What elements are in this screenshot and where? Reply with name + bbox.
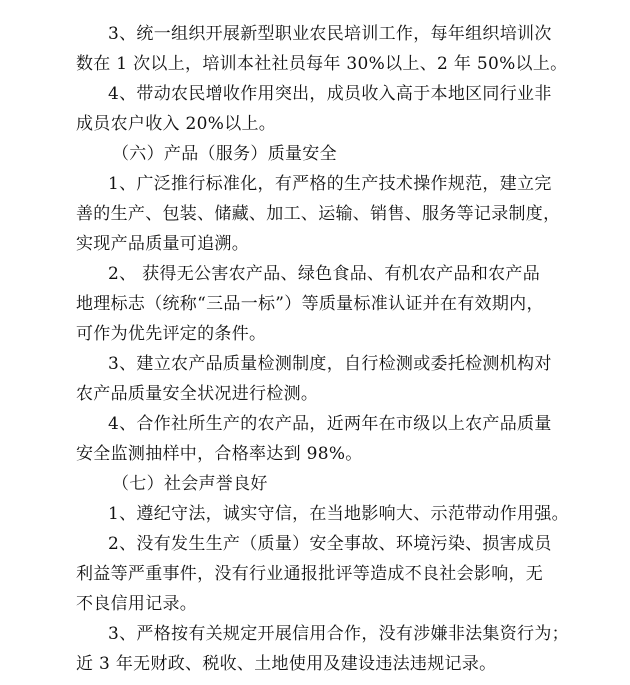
paragraph-line: 成员农户收入 20%以上。 [76, 114, 277, 134]
paragraph-line: 利益等严重事件，没有行业通报批评等造成不良社会影响，无 [76, 564, 544, 584]
paragraph-line: 3、统一组织开展新型职业农民培训工作，每年组织培训次 [108, 24, 552, 44]
paragraph-line: 3、严格按有关规定开展信用合作，没有涉嫌非法集资行为； [108, 624, 569, 644]
paragraph-line: 3、建立农产品质量检测制度，自行检测或委托检测机构对 [108, 354, 552, 374]
paragraph-line: 地理标志（统称“三品一标”）等质量标准认证并在有效期内， [76, 294, 544, 314]
paragraph-line: 4、合作社所生产的农产品，近两年在市级以上农产品质量 [108, 414, 552, 434]
paragraph-line: 2、没有发生生产（质量）安全事故、环境污染、损害成员 [108, 534, 552, 554]
paragraph-line: 可作为优先评定的条件。 [76, 324, 267, 344]
paragraph-line: 1、广泛推行标准化，有严格的生产技术操作规范，建立完 [108, 174, 552, 194]
paragraph-line: 善的生产、包装、储藏、加工、运输、销售、服务等记录制度， [76, 204, 561, 224]
section-heading: （七）社会声誉良好 [112, 474, 268, 494]
paragraph-line: 农产品质量安全状况进行检测。 [76, 384, 319, 404]
paragraph-line: 安全监测抽样中，合格率达到 98%。 [76, 444, 363, 464]
paragraph-line: 1、遵纪守法，诚实守信，在当地影响大、示范带动作用强。 [108, 504, 569, 524]
paragraph-line: 数在 1 次以上，培训本社社员每年 30%以上、2 年 50%以上。 [76, 54, 568, 74]
section-heading: （六）产品（服务）质量安全 [112, 144, 337, 164]
paragraph-line: 4、带动农民增收作用突出，成员收入高于本地区同行业非 [108, 84, 552, 104]
paragraph-line: 近 3 年无财政、税收、土地使用及建设违法违规记录。 [76, 654, 497, 674]
paragraph-line: 2、 获得无公害农产品、绿色食品、有机农产品和农产品 [108, 264, 541, 284]
paragraph-line: 不良信用记录。 [76, 594, 198, 614]
paragraph-line: 实现产品质量可追溯。 [76, 234, 249, 254]
